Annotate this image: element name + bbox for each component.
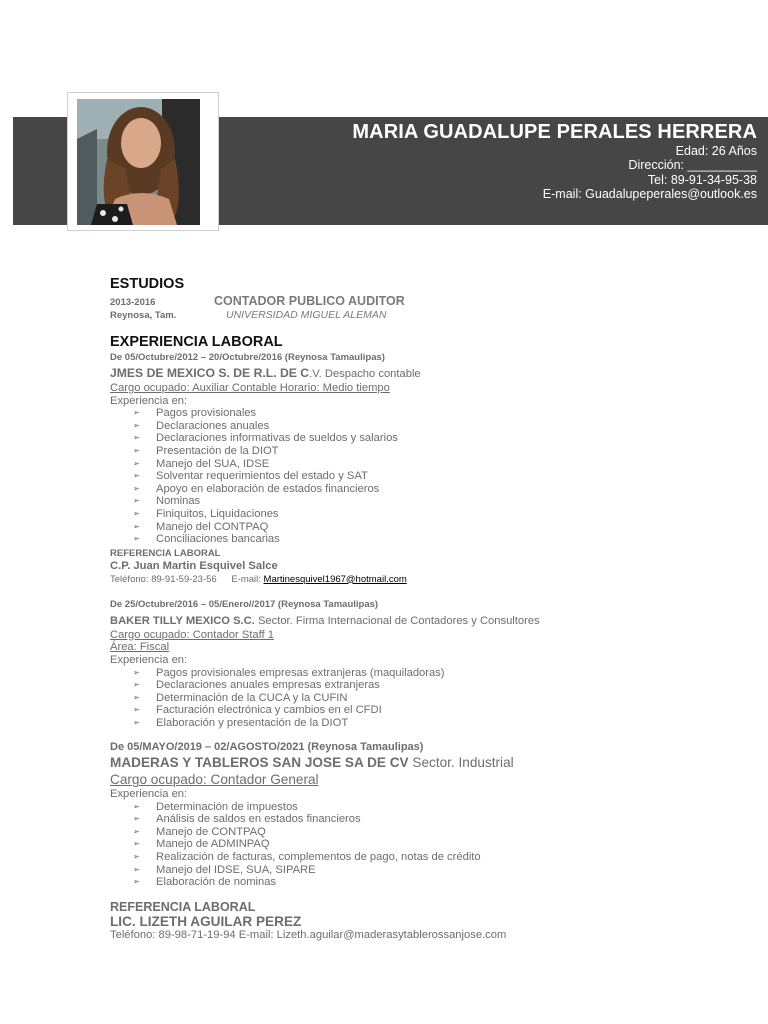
- arrowhead-bullet-icon: ➢: [133, 483, 140, 493]
- duty-text: Declaraciones informativas de sueldos y salarios: [156, 432, 398, 445]
- reference-label: REFERENCIA LABORAL: [110, 899, 256, 914]
- duty-text: Declaraciones anuales: [156, 419, 270, 432]
- arrowhead-bullet-icon: ➢: [133, 705, 140, 715]
- duty-text: Determinación de la CUCA y la CUFIN: [156, 691, 348, 704]
- arrowhead-bullet-icon: ➢: [133, 521, 140, 531]
- job-company: JMES DE MEXICO S. DE R.L. DE C: [110, 366, 310, 380]
- duty-text: Apoyo en elaboración de estados financieros: [156, 482, 380, 495]
- profile-photo-frame: [67, 92, 219, 231]
- duty-text: Conciliaciones bancarias: [156, 533, 280, 546]
- duty-text: Nominas: [156, 495, 201, 508]
- job-experience-label: Experiencia en:: [110, 394, 188, 407]
- arrowhead-bullet-icon: ➢: [133, 801, 140, 811]
- job-company-suffix: .V. Despacho contable: [309, 368, 421, 380]
- arrowhead-bullet-icon: ➢: [133, 826, 140, 836]
- duty-item: [133, 420, 750, 433]
- age: Edad: 26 Años: [675, 144, 757, 158]
- duty-item: [133, 826, 750, 839]
- duty-item: [133, 483, 750, 496]
- duty-item: [133, 407, 750, 420]
- arrowhead-bullet-icon: ➢: [133, 433, 140, 443]
- duty-text: Realización de facturas, complementos de pago, notas de crédito: [156, 850, 481, 863]
- job-company-suffix: Sector. Industrial: [408, 755, 514, 771]
- duty-item: [133, 533, 750, 546]
- arrowhead-bullet-icon: ➢: [133, 408, 140, 418]
- arrowhead-bullet-icon: ➢: [133, 717, 140, 727]
- arrowhead-bullet-icon: ➢: [133, 877, 140, 887]
- duty-text: Análisis de saldos en estados financieros: [156, 813, 361, 826]
- duty-item: [133, 801, 750, 814]
- resume-body: [110, 276, 750, 942]
- reference-name: LIC. LIZETH AGUILAR PEREZ: [110, 913, 302, 929]
- duty-item: [133, 432, 750, 445]
- job-duties-list: [110, 667, 750, 730]
- arrowhead-bullet-icon: ➢: [133, 680, 140, 690]
- email: E-mail: Guadalupeperales@outlook.es: [542, 186, 757, 201]
- education-row-1: [110, 294, 750, 309]
- duty-item: [133, 445, 750, 458]
- arrowhead-bullet-icon: ➢: [133, 692, 140, 702]
- arrowhead-bullet-icon: ➢: [133, 667, 140, 677]
- job-dates: De 05/Octubre/2012 – 20/Octubre/2016 (Reynosa Tamaulipas): [110, 352, 385, 363]
- arrowhead-bullet-icon: ➢: [133, 458, 140, 468]
- duty-item: [133, 692, 750, 705]
- header-contact: [352, 120, 757, 201]
- duty-item: [133, 495, 750, 508]
- job-entry: [110, 741, 750, 941]
- duty-text: Elaboración y presentación de la DIOT: [156, 716, 349, 729]
- job-experience-label: Experiencia en:: [110, 653, 188, 666]
- duty-text: Pagos provisionales empresas extranjeras (maquiladoras): [156, 666, 445, 679]
- duty-item: [133, 470, 750, 483]
- job-area: Área: Fiscal: [110, 641, 170, 654]
- reference-contact: [110, 573, 750, 586]
- education-row-2: [110, 309, 750, 322]
- phone: Tel: 89-91-34-95-38: [647, 172, 757, 187]
- duty-item: [133, 679, 750, 692]
- duty-item: [133, 813, 750, 826]
- job-experience-label: Experiencia en:: [110, 787, 188, 800]
- job-duties-list: [110, 407, 750, 546]
- education-school: UNIVERSIDAD MIGUEL ALEMAN: [226, 309, 387, 321]
- job-position: Cargo ocupado: Contador General: [110, 772, 319, 788]
- duty-item: [133, 838, 750, 851]
- reference-email-label: E-mail:: [231, 573, 261, 585]
- job-duties-list: [110, 801, 750, 889]
- duty-text: Manejo del CONTPAQ: [156, 520, 269, 533]
- duty-text: Solventar requerimientos del estado y SAT: [156, 470, 368, 483]
- duty-item: [133, 717, 750, 730]
- duty-text: Manejo de ADMINPAQ: [156, 838, 270, 851]
- arrowhead-bullet-icon: ➢: [133, 508, 140, 518]
- job-dates: De 25/Octubre/2016 – 05/Enero//2017 (Reynosa Tamaulipas): [110, 598, 379, 610]
- arrowhead-bullet-icon: ➢: [133, 839, 140, 849]
- duty-item: [133, 521, 750, 534]
- job-position: Cargo ocupado: Contador Staff 1: [110, 628, 274, 641]
- job-company-line: [110, 364, 750, 382]
- duty-item: [133, 876, 750, 889]
- candidate-name: MARIA GUADALUPE PERALES HERRERA: [352, 121, 757, 143]
- address: Dirección: __________: [628, 158, 757, 173]
- job-company: BAKER TILLY MEXICO S.C.: [110, 614, 255, 627]
- duty-item: [133, 864, 750, 877]
- profile-photo: [77, 99, 200, 225]
- reference-contact: Teléfono: 89-98-71-19-94 E-mail: Lizeth.aguilar@maderasytablerossanjose.com: [110, 929, 507, 942]
- arrowhead-bullet-icon: ➢: [133, 851, 140, 861]
- reference-name: C.P. Juan Martin Esquivel Salce: [110, 559, 278, 572]
- job-company-line: [110, 754, 750, 772]
- job-entry: [110, 351, 750, 586]
- job-company-suffix: Sector. Firma Internacional de Contadores y Consultores: [254, 614, 540, 627]
- duty-text: Manejo del IDSE, SUA, SIPARE: [156, 863, 316, 876]
- duty-text: Pagos provisionales: [156, 407, 257, 420]
- duty-item: [133, 508, 750, 521]
- arrowhead-bullet-icon: ➢: [133, 445, 140, 455]
- job-position: Cargo ocupado: Auxiliar Contable Horario: Medio tiempo: [110, 382, 390, 394]
- education-years: 2013-2016: [110, 297, 156, 308]
- education-city: Reynosa, Tam.: [110, 310, 177, 321]
- duty-text: Facturación electrónica y cambios en el CFDI: [156, 704, 382, 717]
- arrowhead-bullet-icon: ➢: [133, 814, 140, 824]
- reference-email-link[interactable]: Martinesquivel1967@hotmail.com: [263, 573, 407, 585]
- experience-title: EXPERIENCIA LABORAL: [110, 334, 283, 350]
- arrowhead-bullet-icon: ➢: [133, 420, 140, 430]
- education-degree: CONTADOR PUBLICO AUDITOR: [214, 294, 405, 308]
- duty-text: Declaraciones anuales empresas extranjeras: [156, 679, 380, 692]
- job-dates: De 05/MAYO/2019 – 02/AGOSTO/2021 (Reynosa Tamaulipas): [110, 741, 424, 754]
- duty-item: [133, 704, 750, 717]
- duty-text: Manejo del SUA, IDSE: [156, 457, 270, 470]
- arrowhead-bullet-icon: ➢: [133, 471, 140, 481]
- duty-text: Elaboración de nominas: [156, 876, 277, 889]
- arrowhead-bullet-icon: ➢: [133, 534, 140, 544]
- duty-text: Determinación de impuestos: [156, 800, 298, 813]
- job-entry: [110, 598, 750, 730]
- arrowhead-bullet-icon: ➢: [133, 864, 140, 874]
- duty-text: Manejo de CONTPAQ: [156, 825, 266, 838]
- duty-item: [133, 851, 750, 864]
- duty-text: Finiquitos, Liquidaciones: [156, 507, 279, 520]
- duty-text: Presentación de la DIOT: [156, 444, 279, 457]
- reference-label: REFERENCIA LABORAL: [110, 547, 221, 559]
- duty-item: [133, 667, 750, 680]
- arrowhead-bullet-icon: ➢: [133, 496, 140, 506]
- job-company: MADERAS Y TABLEROS SAN JOSE SA DE CV: [110, 755, 409, 771]
- education-title: ESTUDIOS: [110, 276, 185, 292]
- reference-phone: Teléfono: 89-91-59-23-56: [110, 573, 217, 585]
- job-company-line: [110, 611, 750, 629]
- duty-item: [133, 458, 750, 471]
